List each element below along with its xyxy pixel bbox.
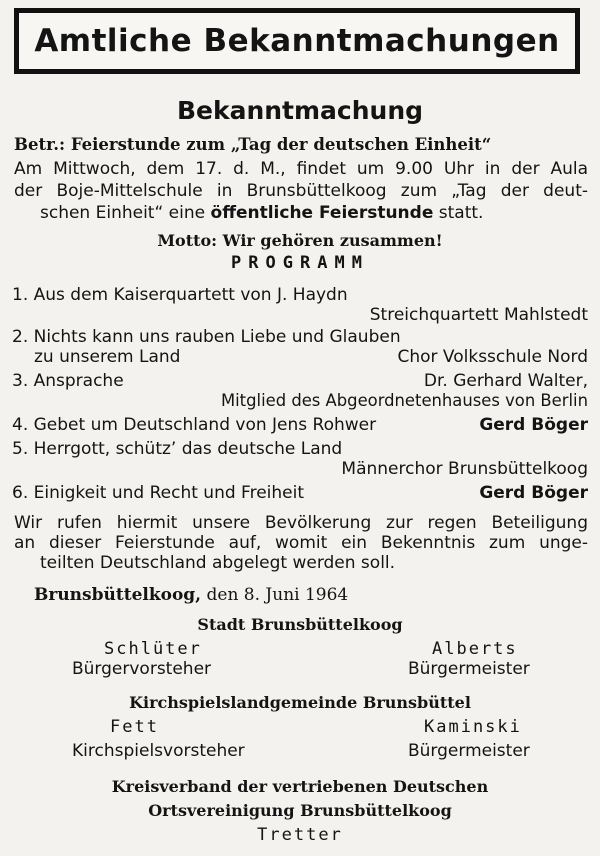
final-signatory-name: Tretter (257, 825, 343, 845)
signatory-org-1: Stadt Brunsbüttelkoog (197, 615, 403, 634)
signatory-1-left-role: Bürgervorsteher (72, 659, 212, 679)
appeal-line-1: Wir rufen hiermit unsere Bevölkerung zur regen Beteiligung (14, 513, 588, 533)
program-item-4-performer: Gerd Böger (479, 415, 588, 435)
intro-emphasis: öffentliche Feierstunde (210, 203, 434, 223)
masthead-title: Amtliche Bekanntmachungen (14, 8, 580, 74)
appeal-line-3: teilten Deutschland abgelegt werden soll. (40, 553, 396, 573)
signatory-org-2: Kirchspielslandgemeinde Brunsbüttel (129, 693, 471, 712)
program-item-2-performer: Chor Volksschule Nord (397, 347, 588, 367)
program-item-5-performer: Männerchor Brunsbüttelkoog (341, 459, 588, 479)
program-item-2: 2. Nichts kann uns rauben Liebe und Glauben (12, 327, 401, 347)
program-item-2-cont: zu unserem Land (34, 347, 181, 367)
signatory-1-left-name: Schlüter (104, 639, 202, 659)
dateline-date: den 8. Juni 1964 (206, 585, 349, 605)
signatory-2-left-name: Fett (110, 717, 159, 737)
program-item-6-performer: Gerd Böger (479, 483, 588, 503)
program-item-1-performer: Streichquartett Mahlstedt (369, 305, 588, 325)
intro-line-3: schen Einheit“ eine öffentliche Feierstunde statt. (40, 203, 484, 223)
signatory-1-right-name: Alberts (432, 639, 518, 659)
signatory-2-right-name: Kaminski (424, 717, 522, 737)
final-org-line-2: Ortsvereinigung Brunsbüttelkoog (148, 801, 452, 820)
intro-line-1: Am Mittwoch, dem 17. d. M., findet um 9.00 Uhr in der Aula (14, 159, 588, 179)
intro-line-2: der Boje-Mittelschule in Brunsbüttelkoog zum „Tag der deut- (14, 181, 588, 201)
program-item-4: 4. Gebet um Deutschland von Jens Rohwer (12, 415, 377, 435)
dateline (34, 584, 348, 606)
program-item-5: 5. Herrgott, schütz’ das deutsche Land (12, 439, 343, 459)
program-item-6: 6. Einigkeit und Recht und Freiheit (12, 483, 305, 503)
announcement-title: Bekanntmachung (176, 96, 424, 125)
signatory-2-left-role: Kirchspielsvorsteher (72, 741, 245, 761)
signatory-2-right-role: Bürgermeister (408, 741, 530, 761)
program-item-3-performer: Dr. Gerhard Walter, (423, 371, 588, 391)
program-item-1: 1. Aus dem Kaiserquartett von J. Haydn (12, 285, 348, 305)
dateline-place: Brunsbüttelkoog, (34, 585, 202, 605)
final-org-line-1: Kreisverband der vertriebenen Deutschen (111, 777, 489, 796)
program-item-3: 3. Ansprache (12, 371, 124, 391)
signatory-1-right-role: Bürgermeister (408, 659, 530, 679)
subject-line: Betr.: Feierstunde zum „Tag der deutschen Einheit“ (14, 135, 492, 154)
program-item-3-performer-role: Mitglied des Abgeordnetenhauses von Berlin (220, 391, 588, 410)
program-heading: PROGRAMM (231, 253, 369, 273)
motto-line: Motto: Wir gehören zusammen! (157, 231, 443, 250)
appeal-line-2: an dieser Feierstunde auf, womit ein Bekenntnis zum unge- (14, 533, 588, 553)
